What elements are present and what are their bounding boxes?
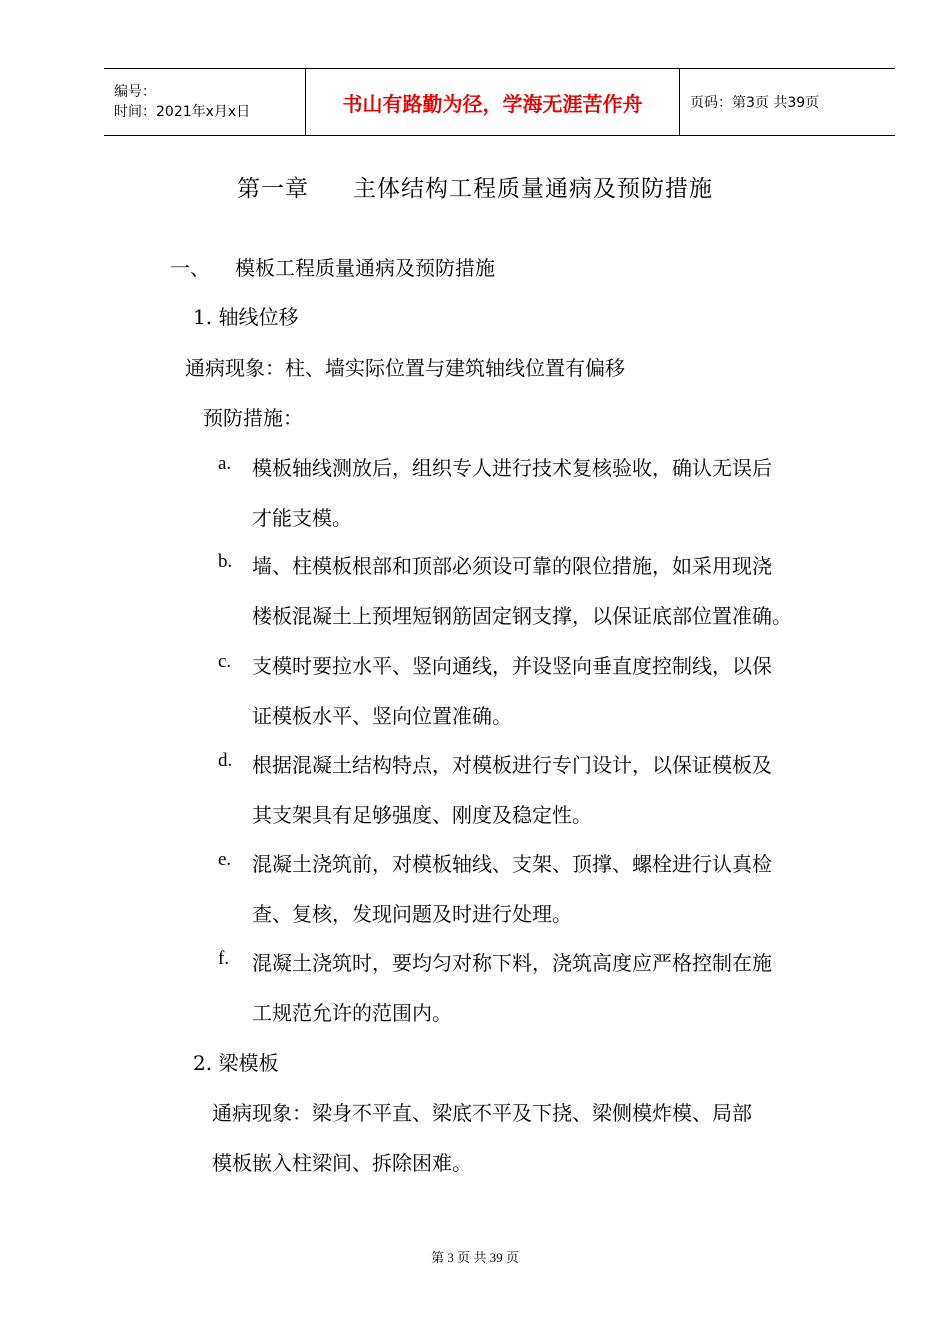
header-page-info: 页码：第3页 共39页 [690, 95, 820, 111]
measure-line1: 混凝土浇筑前，对模板轴线、支架、顶撑、螺栓进行认真检 [252, 852, 772, 876]
measure-line2: 证模板水平、竖向位置准确。 [252, 704, 512, 728]
header-meta [104, 69, 306, 135]
measure-line1: 混凝土浇筑时，要均匀对称下料，浇筑高度应严格控制在施 [252, 951, 772, 975]
section-title: 模板工程质量通病及预防措施 [235, 256, 495, 280]
measure-line1: 支模时要拉水平、竖向通线，并设竖向垂直度控制线，以保 [252, 654, 772, 678]
chapter-name: 主体结构工程质量通病及预防措施 [353, 176, 713, 202]
measure-line2: 其支架具有足够强度、刚度及稳定性。 [252, 803, 592, 827]
item1-heading: 1. 轴线位移 [193, 305, 299, 329]
measure-marker: f. [218, 948, 230, 969]
document-time: 时间：2021年x月x日 [114, 104, 251, 120]
measure-line1: 模板轴线测放后，组织专人进行技术复核验收，确认无误后 [252, 456, 772, 480]
item2-heading: 2. 梁模板 [193, 1051, 279, 1075]
page-footer: 第 3 页 共 39 页 [431, 1250, 519, 1265]
measure-line1: 根据混凝土结构特点，对模板进行专门设计，以保证模板及 [252, 753, 772, 777]
section-marker: 一、 [170, 256, 210, 280]
item2-symptom-line2: 模板嵌入柱梁间、拆除困难。 [212, 1151, 472, 1175]
measure-marker: e. [218, 849, 232, 870]
item2-symptom-line1: 通病现象：梁身不平直、梁底不平及下挠、梁侧模炸模、局部 [212, 1101, 752, 1125]
measure-line1: 墙、柱模板根部和顶部必须设可靠的限位措施，如采用现浇 [252, 554, 772, 578]
item1-measures-label: 预防措施： [203, 406, 303, 430]
measure-line2: 楼板混凝土上预埋短钢筋固定钢支撑，以保证底部位置准确。 [252, 604, 792, 628]
measure-line2: 才能支模。 [252, 506, 352, 530]
header-motto: 书山有路勤为径，学海无涯苦作舟 [306, 69, 680, 135]
chapter-number: 第一章 [237, 176, 309, 202]
item1-symptom: 通病现象：柱、墙实际位置与建筑轴线位置有偏移 [185, 356, 625, 380]
measure-line2: 工规范允许的范围内。 [252, 1001, 452, 1025]
measure-marker: b. [218, 551, 233, 572]
page-header [104, 68, 895, 136]
measure-line2: 查、复核，发现问题及时进行处理。 [252, 902, 572, 926]
measure-marker: c. [218, 651, 232, 672]
document-number-label: 编号： [114, 84, 156, 100]
measure-marker: d. [218, 750, 233, 771]
measure-marker: a. [218, 453, 232, 474]
chapter-title [0, 170, 950, 203]
